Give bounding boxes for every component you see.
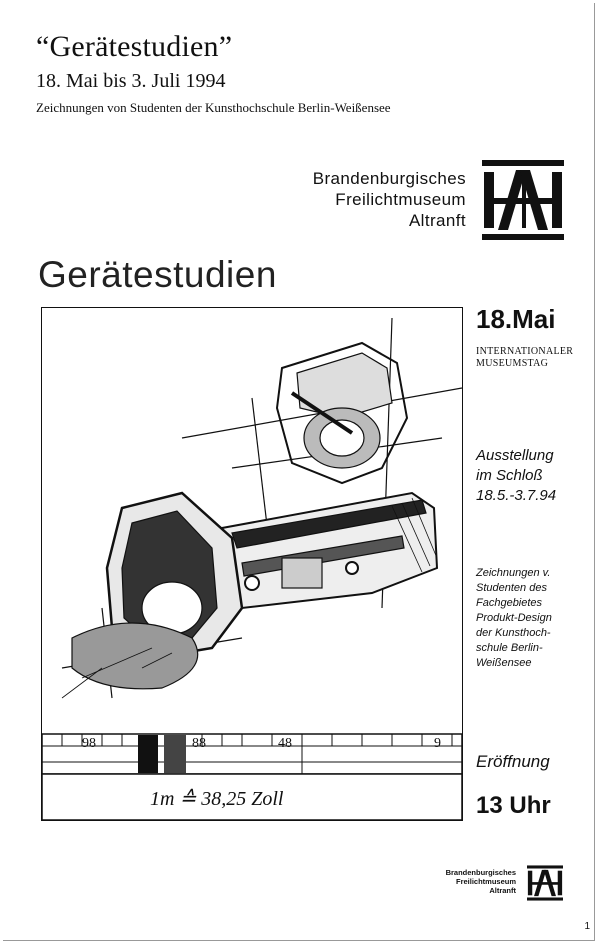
sidebar-desc-line: Fachgebietes — [476, 597, 543, 609]
sidebar-desc-line: Produkt-Design — [476, 612, 552, 624]
ruler-number-3: 48 — [278, 736, 292, 751]
sidebar-exhibit-line2: im Schloß — [476, 467, 543, 484]
museum-name — [313, 168, 466, 231]
sidebar-date: 18.Mai — [476, 304, 556, 334]
poster-title: Gerätestudien — [38, 254, 277, 295]
sidebar-description — [476, 566, 591, 671]
tool-sketch-drawing — [42, 308, 462, 820]
tool-illustration — [41, 307, 463, 821]
sidebar-event-line2: MUSEUMSTAG — [476, 358, 549, 369]
museum-name-line2: Freilichtmuseum — [335, 190, 466, 209]
sidebar-exhibit — [476, 446, 591, 506]
page-number: 1 — [584, 921, 590, 932]
header-subtitle: Zeichnungen von Studenten der Kunsthochschule Berlin-Weißensee — [36, 100, 391, 115]
museum-name-line1: Brandenburgisches — [312, 169, 466, 188]
museum-logo-icon — [482, 160, 564, 240]
sidebar-opening-label: Eröffnung — [476, 752, 550, 771]
ruler — [42, 734, 462, 774]
footer-name-line3: Altranft — [489, 886, 516, 895]
sidebar-event — [476, 346, 591, 370]
museum-name-line3: Altranft — [408, 211, 466, 230]
sidebar-desc-line: der Kunsthoch- — [476, 627, 551, 639]
ruler-number-4: 9 — [434, 736, 441, 751]
sidebar-desc-line: Studenten des — [476, 582, 547, 594]
footer-logo-icon — [527, 865, 563, 901]
sidebar-opening-time: 13 Uhr — [476, 792, 551, 819]
sidebar-exhibit-line1: Ausstellung — [476, 447, 554, 464]
footer-name-line1: Brandenburgisches — [445, 868, 516, 877]
header-date-range: 18. Mai bis 3. Juli 1994 — [36, 70, 226, 92]
ruler-number-1: 98 — [82, 736, 96, 751]
header-quote-title: “Gerätestudien” — [36, 30, 233, 63]
footer-museum-name — [446, 868, 516, 895]
sidebar-desc-line: schule Berlin- — [476, 642, 543, 654]
scale-text: 1m ≙ 38,25 Zoll — [150, 788, 284, 810]
sidebar-desc-line: Weißensee — [476, 657, 532, 669]
footer-name-line2: Freilichtmuseum — [455, 877, 516, 886]
sidebar-event-line1: INTERNATIONALER — [476, 346, 574, 357]
sidebar-desc-line: Zeichnungen v. — [476, 567, 551, 579]
sidebar-exhibit-line3: 18.5.-3.7.94 — [476, 487, 557, 504]
ruler-number-2: 88 — [192, 736, 206, 751]
